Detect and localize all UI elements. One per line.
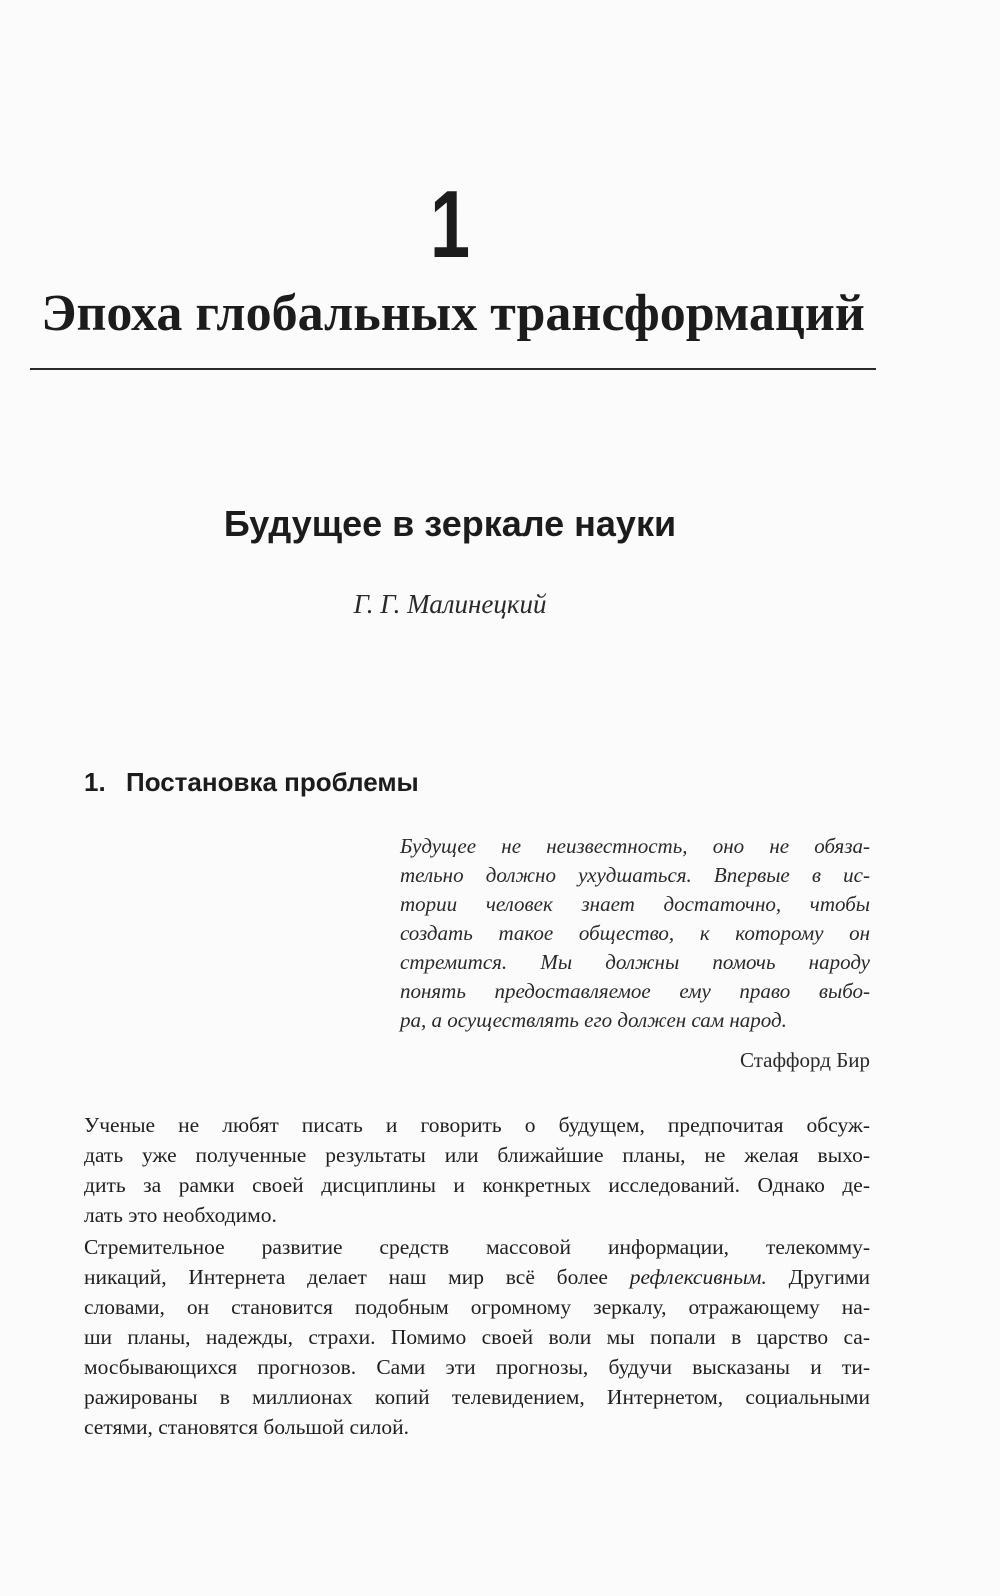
chapter-number: 1 bbox=[429, 171, 471, 278]
emphasized-term: рефлексивным. bbox=[629, 1265, 767, 1289]
paragraph-line: словами, он становится подобным огромному зеркалу, отражающему на- bbox=[84, 1295, 870, 1319]
epigraph-author: Стаффорд Бир bbox=[739, 1048, 870, 1072]
article-author: Г. Г. Малинецкий bbox=[353, 589, 547, 619]
paragraph-line: ши планы, надежды, страхи. Помимо своей воли мы попали в царство са- bbox=[84, 1325, 870, 1349]
epigraph-line: понять предоставляемое ему право выбо- bbox=[400, 979, 870, 1003]
paragraph-line: дать уже полученные результаты или ближайшие планы, не желая выхо- bbox=[84, 1143, 870, 1167]
epigraph-line: создать такое общество, к которому он bbox=[400, 921, 870, 945]
epigraph-line: ра, а осуществлять его должен сам народ. bbox=[400, 1008, 787, 1032]
chapter-divider bbox=[30, 368, 876, 370]
paragraph-line bbox=[84, 1262, 870, 1292]
paragraph-line: Стремительное развитие средств массовой информации, телекомму- bbox=[84, 1235, 870, 1259]
paragraph-line: ражированы в миллионах копий телевидением, Интернетом, социальными bbox=[84, 1385, 870, 1409]
epigraph bbox=[400, 832, 870, 1035]
paragraph bbox=[84, 1110, 870, 1230]
paragraph-line: лать это необходимо. bbox=[84, 1203, 277, 1227]
article-title: Будущее в зеркале науки bbox=[223, 503, 677, 544]
chapter-title: Эпоха глобальных трансформаций bbox=[41, 285, 865, 342]
paragraph-text: никаций, Интернета делает наш мир всё более bbox=[84, 1265, 630, 1289]
paragraph-line: дить за рамки своей дисциплины и конкретных исследований. Однако де- bbox=[84, 1173, 870, 1197]
epigraph-line: стремится. Мы должны помочь народу bbox=[400, 950, 870, 974]
epigraph-line: тельно должно ухудшаться. Впервые в ис- bbox=[400, 863, 870, 887]
paragraph bbox=[84, 1232, 870, 1442]
paragraph-text: Другими bbox=[766, 1265, 870, 1289]
body-text bbox=[84, 1110, 870, 1444]
section-number: 1. bbox=[84, 767, 106, 797]
epigraph-line: Будущее не неизвестность, оно не обяза- bbox=[400, 834, 870, 858]
section-title: Постановка проблемы bbox=[126, 767, 419, 797]
epigraph-line: тории человек знает достаточно, чтобы bbox=[400, 892, 870, 916]
paragraph-line: сетями, становятся большой силой. bbox=[84, 1415, 409, 1439]
paragraph-line: Ученые не любят писать и говорить о будущем, предпочитая обсуж- bbox=[84, 1113, 870, 1137]
section-heading bbox=[84, 762, 419, 802]
paragraph-line: мосбывающихся прогнозов. Сами эти прогнозы, будучи высказаны и ти- bbox=[84, 1355, 870, 1379]
